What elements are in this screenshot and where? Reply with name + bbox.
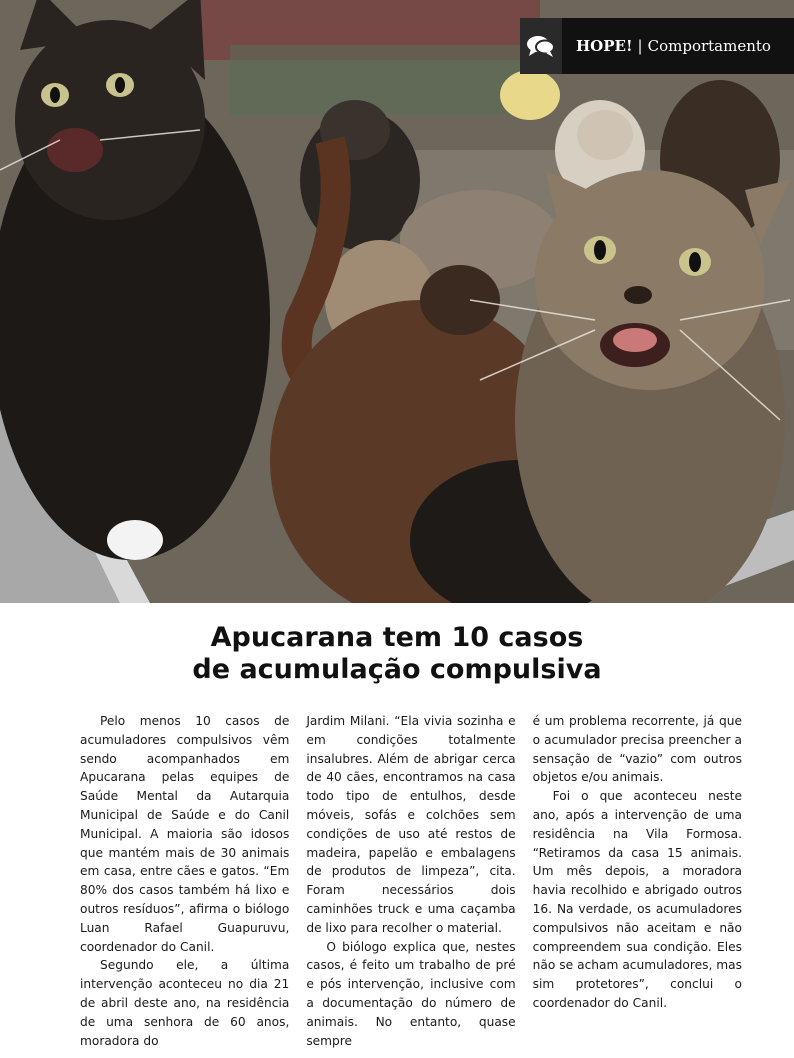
article-title <box>0 622 794 686</box>
paragraph: Pelo menos 10 casos de acumuladores compulsivos vêm sendo acompanhados em Apucarana pelas equipes de Saúde Mental da Autarquia Municipal de Saúde e do Canil Municipal. A maioria são idosos que mantém mais de 30 animais em casa, entre cães e gatos. “Em 80% dos casos também há lixo e outros resíduos”, afirma o biólogo Luan Rafael Guapuruvu, coordenador do Canil. <box>80 714 290 954</box>
column-2 <box>306 712 515 1050</box>
paragraph: O biólogo explica que, nestes casos, é feito um trabalho de pré e pós intervenção, inclusive com a documentação do número de animais. No entanto, quase sempre <box>306 939 516 1048</box>
section-header <box>520 18 794 74</box>
title-line-1: Apucarana tem 10 casos <box>210 622 584 653</box>
article-body <box>80 712 742 1050</box>
section-label <box>562 37 771 55</box>
title-line-2: de acumulação compulsiva <box>192 654 602 685</box>
section-name: Comportamento <box>647 37 771 55</box>
speech-bubbles-icon <box>520 18 562 74</box>
column-1 <box>80 712 289 1050</box>
paragraph: Segundo ele, a última intervenção aconteceu no dia 21 de abril deste ano, na residência de uma senhora de 60 anos, moradora do <box>80 958 290 1048</box>
paragraph: é um problema recorrente, já que o acumulador precisa preencher a sensação de “vazio” com outros objetos e/ou animais. <box>532 714 742 785</box>
paragraph: Foi o que aconteceu neste ano, após a intervenção de uma residência na Vila Formosa. “Retiramos da casa 15 animais. Um mês depois, a moradora havia recolhido e abrigado outros 16. Na verdade, os acumuladores compulsivos não aceitam e não compreendem sua condição. Eles não se acham acumuladores, mas sim protetores”, conclui o coordenador do Canil. <box>532 789 742 1010</box>
header-separator: | <box>637 37 643 55</box>
magazine-brand: HOPE! <box>576 37 633 55</box>
column-3 <box>533 712 742 1050</box>
paragraph: Jardim Milani. “Ela vivia sozinha e em condições totalmente insalubres. Além de abrigar cerca de 40 cães, encontramos na casa todo tipo de entulhos, desde móveis, sofás e colchões sem condições de uso até restos de madeira, papelão e embalagens de produtos de limpeza”, cita. Foram necessários dois caminhões truck e uma caçamba de lixo para recolher o material. <box>306 714 516 935</box>
